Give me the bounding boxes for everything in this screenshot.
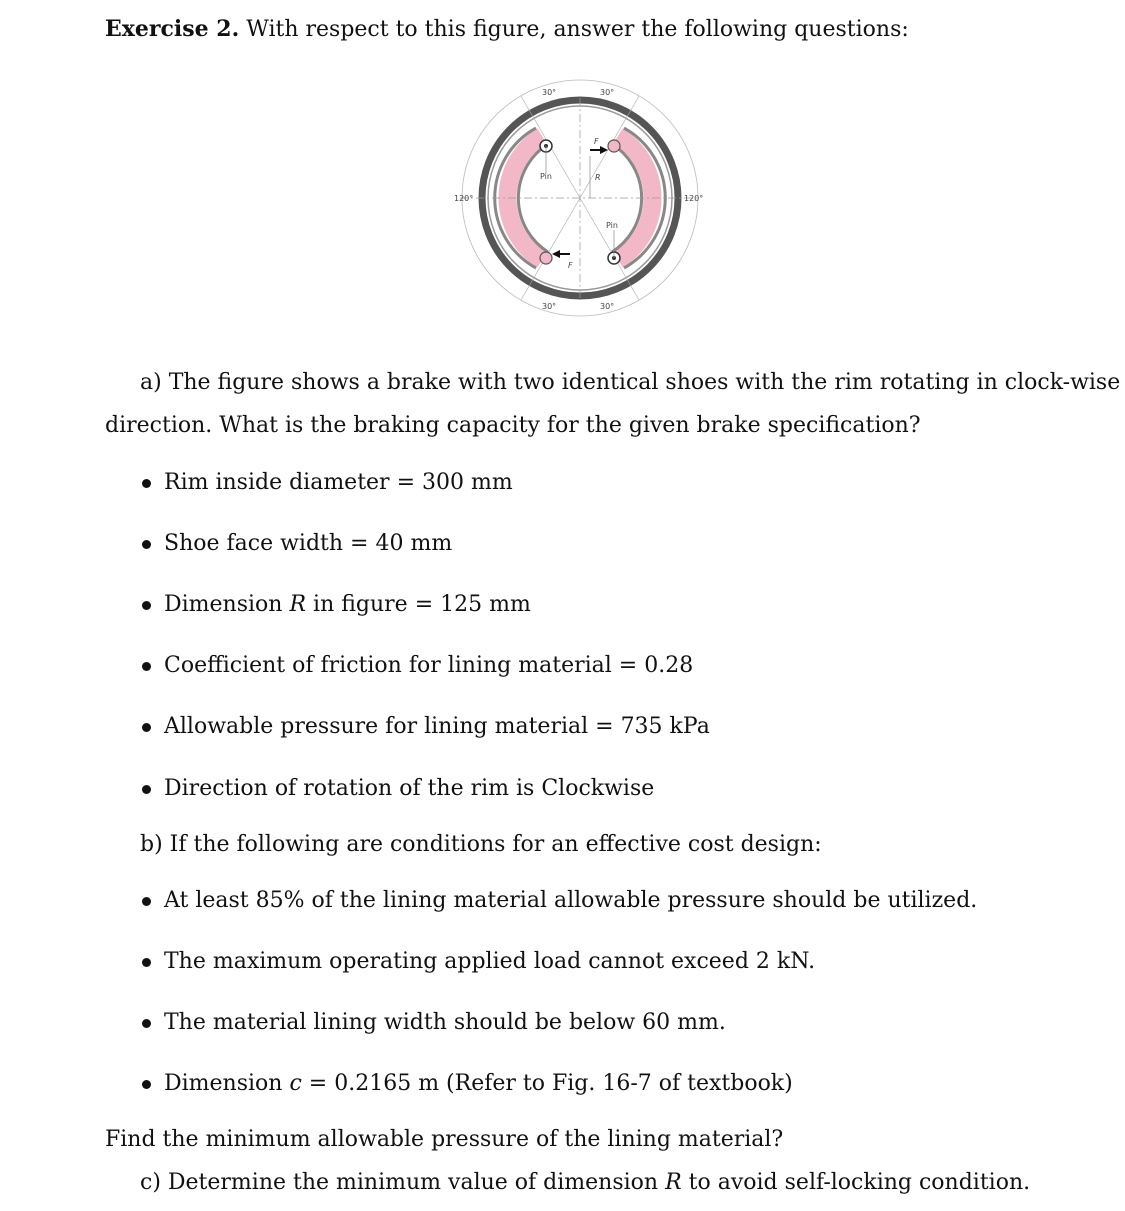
part-c-pre: c) Determine the minimum value of dimension [140,1170,666,1195]
angle-label-top-right: 30° [600,88,615,97]
arrowhead [600,146,608,154]
part-a-line1: a) The figure shows a brake with two identical shoes with the rim rotating in clock-wise [140,370,1121,395]
bullet [142,479,151,488]
exercise-label: Exercise 2. [105,16,240,42]
angle-label-top-left: 30° [542,88,557,97]
condition-c-post: = 0.2165 m (Refer to Fig. 16-7 of textbook) [301,1071,793,1096]
condition-c-pre: Dimension [164,1071,290,1096]
variable-r: R [289,592,307,617]
actuator-bottom-left [540,252,552,264]
arrowhead [552,250,560,258]
bullet [142,958,151,967]
spec-dimension-r-post: in figure = 125 mm [306,592,531,617]
condition-width: The material lining width should be below 60 mm. [164,1010,726,1035]
part-b-intro: b) If the following are conditions for an effective cost design: [140,832,822,857]
radius-label: R [595,173,601,182]
pin-label-left: Pin [540,172,552,181]
angle-label-bottom-left: 30° [542,302,557,311]
bullet [142,897,151,906]
part-a-line2: direction. What is the braking capacity for the given brake specification? [105,413,921,438]
brake-figure [440,78,720,328]
spec-dimension-r [164,592,531,617]
part-b-question: Find the minimum allowable pressure of the lining material? [105,1127,784,1152]
spec-shoe-width: Shoe face width = 40 mm [164,531,453,556]
force-label-top: F [594,137,599,146]
pin-label-right: Pin [606,221,618,230]
angle-label-left: 120° [454,194,474,203]
bullet [142,540,151,549]
variable-c: c [289,1071,302,1096]
condition-pressure: At least 85% of the lining material allowable pressure should be utilized. [164,888,978,913]
bullet [142,662,151,671]
part-c [140,1170,1030,1195]
condition-load: The maximum operating applied load cannot exceed 2 kN. [164,949,816,974]
bullet [142,1019,151,1028]
bullet [142,723,151,732]
spec-dimension-r-pre: Dimension [164,592,290,617]
exercise-prompt: With respect to this figure, answer the following questions: [246,17,909,42]
condition-dimension-c [164,1071,793,1096]
angle-label-right: 120° [684,194,704,203]
actuator-top-right [608,140,620,152]
spec-rotation: Direction of rotation of the rim is Clockwise [164,776,655,801]
angle-label-bottom-right: 30° [600,302,615,311]
exercise-heading [105,16,909,42]
part-c-post: to avoid self-locking condition. [681,1170,1031,1195]
bullet [142,601,151,610]
force-label-bottom: F [568,261,573,270]
spec-pressure: Allowable pressure for lining material = 735 kPa [164,714,710,739]
bullet [142,785,151,794]
bullet [142,1080,151,1089]
spec-friction: Coefficient of friction for lining material = 0.28 [164,653,694,678]
variable-r: R [665,1170,682,1195]
spec-rim-diameter: Rim inside diameter = 300 mm [164,470,513,495]
